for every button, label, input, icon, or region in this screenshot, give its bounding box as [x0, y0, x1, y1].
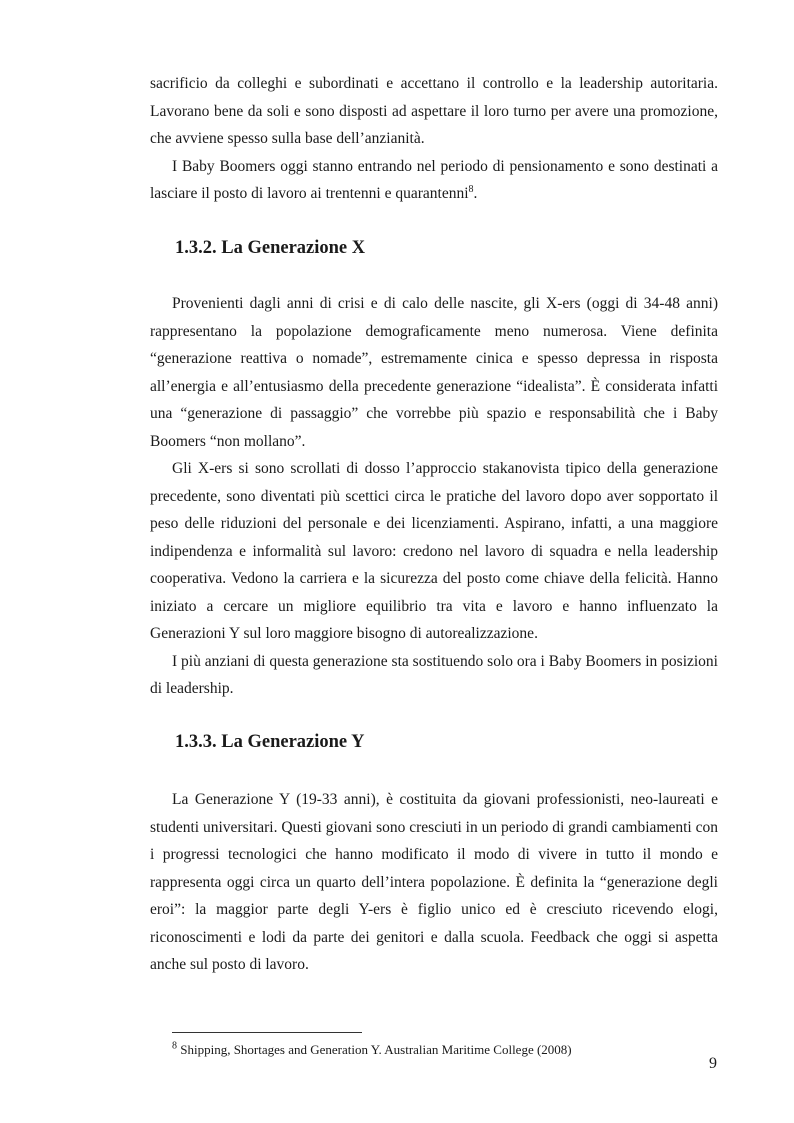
- paragraph-y-intro: La Generazione Y (19-33 anni), è costituita da giovani professionisti, neo-laureati e studenti universitari. Questi giovani sono cresciuti in un periodo di grandi cambiamenti con i progressi tecnologici che hanno modificato il modo di vivere in tutto il mondo e rappresenta oggi circa un quarto dell’intera popolazione. È definita la “generazione degli eroi”: la maggior parte degli Y-ers è figlio unico ed è cresciuto ricevendo elogi, riconoscimenti e lodi da parte dei genitori e dalla scuola. Feedback che oggi si aspetta anche sul posto di lavoro.: [150, 791, 718, 973]
- section-heading-generazione-y: 1.3.3. La Generazione Y: [175, 732, 365, 752]
- paragraph-x-intro: Provenienti dagli anni di crisi e di calo delle nascite, gli X-ers (oggi di 34-48 anni) rappresentano la popolazione demograficamente meno numerosa. Viene definita “generazione reattiva o nomade”, estremamente cinica e spesso depressa in risposta all’energia e all’entusiasmo della precedente generazione “idealista”. È considerata infatti una “generazione di passaggio” che vorrebbe più spazio e responsabilità che i Baby Boomers “non mollano”.: [150, 295, 718, 450]
- paragraph-end: .: [473, 185, 478, 202]
- footnote-number: 8: [172, 1040, 177, 1052]
- section-heading-generazione-x: 1.3.2. La Generazione X: [175, 238, 366, 258]
- paragraph-intro-continuation: sacrificio da colleghi e subordinati e accettano il controllo e la leadership autoritaria. Lavorano bene da soli e sono disposti ad aspettare il loro turno per avere una promozione, che avviene spesso sulla base dell’anzianità.: [150, 75, 718, 147]
- section-x-text-block: [150, 290, 718, 703]
- intro-text-block: [150, 70, 718, 208]
- paragraph-text: I Baby Boomers oggi stanno entrando nel periodo di pensionamento e sono destinati a lasciare il posto di lavoro ai trentenni e quarantenni: [150, 157, 718, 202]
- paragraph-baby-boomers-retirement: [150, 153, 718, 208]
- footnote: [172, 1042, 572, 1058]
- page-number: 9: [709, 1055, 717, 1072]
- section-y-text-block: [150, 786, 718, 979]
- footnote-reference[interactable]: 8: [468, 183, 474, 195]
- footnote-separator: [172, 1032, 362, 1033]
- paragraph-x-leadership: I più anziani di questa generazione sta sostituendo solo ora i Baby Boomers in posizioni di leadership.: [150, 652, 718, 697]
- footnote-text: Shipping, Shortages and Generation Y. Australian Maritime College (2008): [177, 1042, 572, 1057]
- paragraph-x-work-attitude: Gli X-ers si sono scrollati di dosso l’approccio stakanovista tipico della generazione precedente, sono diventati più scettici circa le pratiche del lavoro dopo aver sopportato il peso delle riduzioni del personale e dei licenziamenti. Aspirano, infatti, a una maggiore indipendenza e informalità sul lavoro: credono nel lavoro di squadra e nella leadership cooperativa. Vedono la carriera e la sicurezza del posto come chiave della felicità. Hanno iniziato a cercare un migliore equilibrio tra vita e lavoro e hanno influenzato la Generazioni Y sul loro maggiore bisogno di autorealizzazione.: [150, 460, 718, 642]
